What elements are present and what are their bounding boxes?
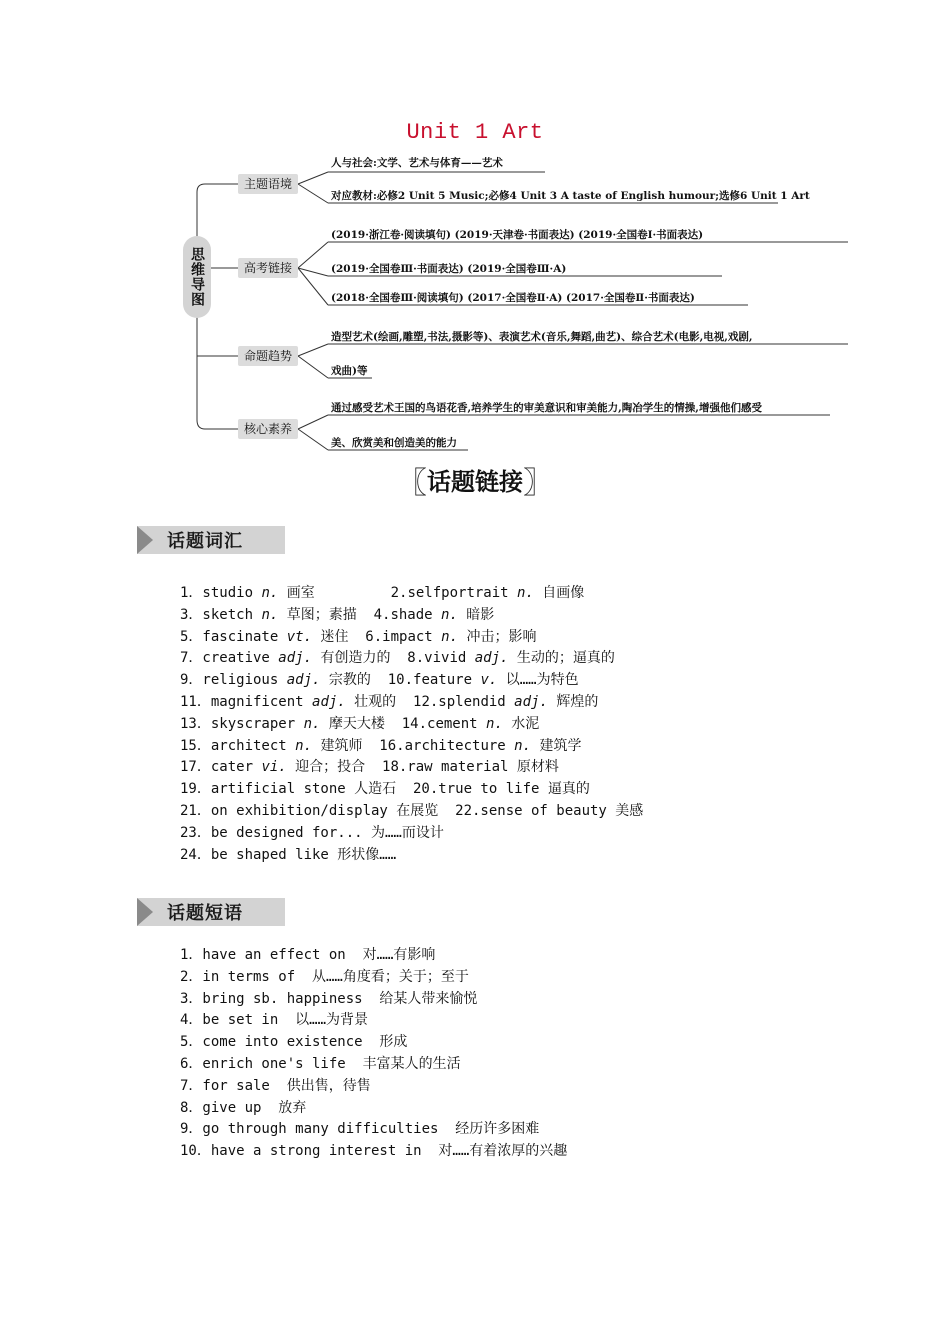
bracket-open: 〖 (397, 466, 427, 501)
phrase-item: 6．enrich one's life 丰富某人的生活 (180, 1055, 461, 1072)
vocab-section-heading (137, 526, 285, 554)
vocab-item (180, 801, 643, 823)
vocab-text: 自画像 (533, 585, 585, 601)
part-of-speech: n. (261, 585, 279, 601)
mind-map (0, 0, 950, 470)
banner-text: 话题链接 (427, 468, 523, 496)
vocab-item (180, 714, 643, 736)
vocab-text: 24．be shaped like 形状像…… (180, 846, 397, 863)
leaf-exam-3: (2018·全国卷Ⅲ·阅读填句) (2017·全国卷Ⅱ·A) (2017·全国卷Ⅱ·书面表达) (331, 292, 695, 304)
vocab-item (180, 736, 643, 758)
vocab-item (180, 627, 643, 649)
vocab-item (180, 605, 643, 627)
vocab-text: 辉煌的 (547, 693, 599, 710)
mind-map-root-label: 思维导图 (189, 247, 205, 307)
vocab-text: 水泥 (502, 715, 540, 732)
vocab-text: 迷住 6.impact (312, 628, 442, 645)
phrase-item: 9．go through many difficulties 经历许多困难 (180, 1121, 540, 1138)
part-of-speech: vt. (286, 628, 313, 645)
vocab-heading-label: 话题词汇 (167, 531, 243, 552)
leaf-textbook: 对应教材:必修2 Unit 5 Music;必修4 Unit 3 A taste of English humour;选修6 Unit 1 Art (331, 190, 810, 202)
phrase-item: 7．for sale 供出售，待售 (180, 1077, 371, 1094)
phrase-item: 8．give up 放弃 (180, 1099, 307, 1116)
arrow-icon (137, 526, 153, 554)
vocab-text: 生动的；逼真的 (508, 650, 615, 667)
mind-map-root (183, 236, 211, 318)
leaf-core-2: 美、欣赏美和创造美的能力 (331, 437, 457, 449)
vocab-text: 1．studio (180, 585, 262, 601)
vocab-text: 9．religious (180, 672, 287, 689)
part-of-speech: n. (441, 606, 458, 623)
branch-trends: 命题趋势 (238, 346, 298, 366)
part-of-speech: n. (303, 715, 321, 732)
vocab-text: 17．cater (180, 759, 262, 776)
vocab-item (180, 757, 643, 779)
phrase-item: 4．be set in 以……为背景 (180, 1012, 369, 1029)
part-of-speech: vi. (261, 759, 287, 776)
part-of-speech: adj. (312, 693, 346, 710)
phrase-item: 3．bring sb. happiness 给某人带来愉悦 (180, 990, 478, 1007)
vocab-text: 15．architect (180, 737, 296, 754)
phrase-list (180, 945, 567, 1163)
vocab-text: 草图；素描 4.shade (278, 606, 442, 623)
vocab-item (180, 779, 643, 801)
vocab-text: 5．fascinate (180, 628, 287, 645)
branch-exam-links: 高考链接 (238, 258, 298, 278)
leaf-theme-context: 人与社会:文学、艺术与体育——艺术 (331, 157, 503, 169)
phrase-heading-label: 话题短语 (167, 903, 243, 924)
vocab-text: 建筑师 16.architecture (312, 737, 515, 754)
vocab-item (180, 692, 643, 714)
vocab-text: 壮观的 12.splendid (345, 693, 515, 710)
phrase-section-heading (137, 898, 285, 926)
leaf-exam-1: (2019·浙江卷·阅读填句) (2019·天津卷·书面表达) (2019·全国卷Ⅰ·书面表达) (331, 229, 704, 241)
vocab-text: 23．be designed for... 为……而设计 (180, 824, 444, 841)
vocab-text: 以……为特色 (497, 672, 579, 689)
vocab-text: 迎合；投合 18.raw material 原材料 (286, 759, 559, 776)
part-of-speech: v. (480, 672, 498, 689)
phrase-item: 2．in terms of 从……角度看；关于；至于 (180, 968, 469, 985)
page-title: Unit 1 Art (406, 120, 544, 145)
topic-link-banner (0, 458, 950, 502)
vocab-item (180, 648, 643, 670)
vocab-text: 暗影 (457, 606, 495, 623)
part-of-speech: adj. (286, 672, 321, 689)
vocab-text: 7．creative (180, 650, 279, 667)
vocab-text: 有创造力的 8.vivid (312, 650, 475, 667)
leaf-exam-2: (2019·全国卷Ⅲ·书面表达) (2019·全国卷Ⅲ·A) (331, 263, 567, 275)
part-of-speech: n. (514, 737, 532, 754)
vocab-text: 13．skyscraper (180, 715, 304, 732)
vocab-item (180, 670, 643, 692)
branch-core-literacy: 核心素养 (238, 419, 298, 439)
leaf-trend-1: 造型艺术(绘画,雕塑,书法,摄影等)、表演艺术(音乐,舞蹈,曲艺)、综合艺术(电影,电视,戏剧, (331, 331, 753, 343)
vocab-text: 21．on exhibition/display 在展览 22.sense of beauty 美感 (180, 802, 644, 819)
phrase-item: 5．come into existence 形成 (180, 1034, 408, 1051)
part-of-speech: adj. (514, 693, 548, 710)
leaf-core-1: 通过感受艺术王国的鸟语花香,培养学生的审美意识和审美能力,陶冶学生的情操,增强他们感受 (331, 402, 762, 414)
part-of-speech: adj. (474, 650, 509, 667)
vocab-text: 宗教的 10.feature (320, 672, 481, 689)
part-of-speech: n. (486, 715, 503, 732)
arrow-icon (137, 898, 153, 926)
vocab-item (180, 823, 643, 845)
vocab-text: 冲击；影响 (458, 628, 537, 645)
vocab-item (180, 583, 643, 605)
vocab-text: 11．magnificent (180, 693, 313, 710)
part-of-speech: n. (517, 585, 534, 601)
part-of-speech: n. (441, 628, 459, 645)
vocab-text: 3．sketch (180, 606, 262, 623)
vocab-text: 建筑学 (531, 737, 582, 754)
vocab-list (180, 583, 643, 866)
vocab-item (180, 845, 643, 867)
leaf-trend-2: 戏曲)等 (331, 365, 368, 377)
bracket-close: 〗 (523, 466, 553, 501)
part-of-speech: adj. (278, 650, 313, 667)
branch-theme: 主题语境 (238, 174, 298, 194)
phrase-item: 10．have a strong interest in 对……有着浓厚的兴趣 (180, 1143, 568, 1160)
vocab-text: 19．artificial stone 人造石 20.true to life 逼真的 (180, 781, 590, 798)
part-of-speech: n. (295, 737, 313, 754)
vocab-text: 摩天大楼 14.cement (320, 715, 487, 732)
part-of-speech: n. (261, 606, 279, 623)
vocab-text: 画室 2.selfportrait (278, 585, 518, 601)
phrase-item: 1．have an effect on 对……有影响 (180, 947, 436, 963)
